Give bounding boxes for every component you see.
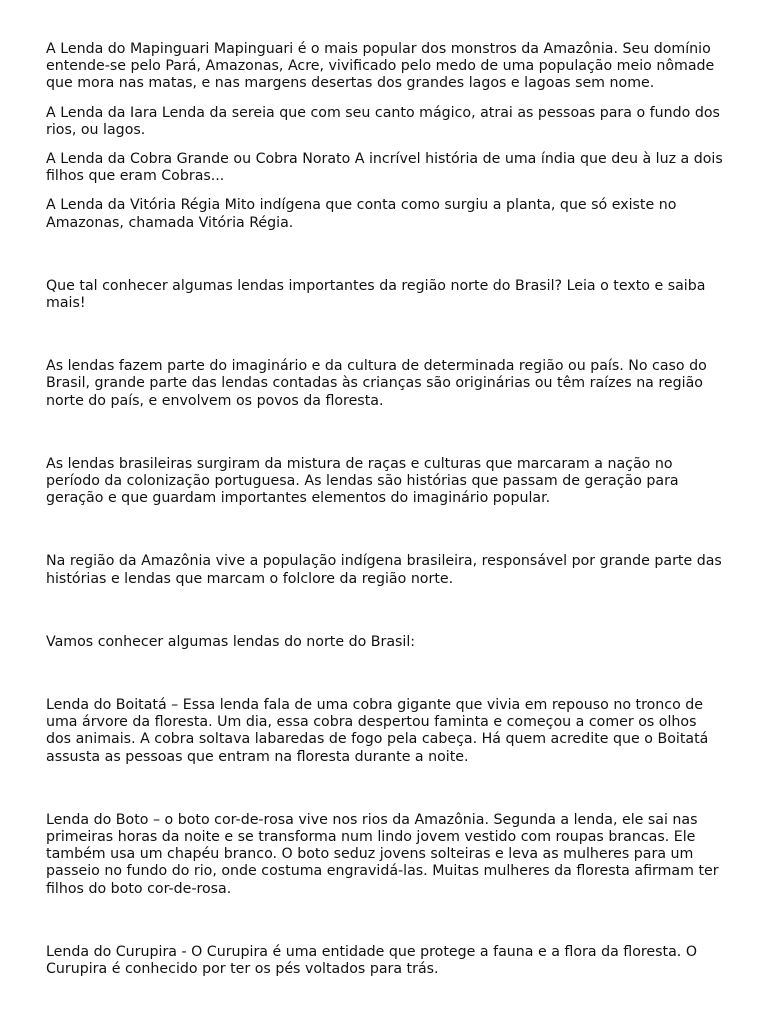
paragraph-vitoria-regia: A Lenda da Vitória Régia Mito indígena que conta como surgiu a planta, que só existe no Amazonas, chamada Vitória Régia. <box>46 197 677 231</box>
paragraph-lendas-imaginario: As lendas fazem parte do imaginário e da cultura de determinada região ou país. No caso do Brasil, grande parte das lendas contadas às crianças são originárias ou têm raízes na região norte do país, e envolvem os povos da floresta. <box>46 358 707 409</box>
paragraph-lenda-boto: Lenda do Boto – o boto cor-de-rosa vive nos rios da Amazônia. Segunda a lenda, ele sai nas primeiras horas da noite e se transforma num lindo jovem vestido com roupas brancas. Ele também usa um chapéu branco. O boto seduz jovens solteiras e leva as mulheres para um passeio no fundo do rio, onde costuma engravidá-las. Muitas mulheres da floresta afirmam ter filhos do boto cor-de-rosa. <box>46 811 719 897</box>
paragraph-iara: A Lenda da Iara Lenda da sereia que com seu canto mágico, atrai as pessoas para o fundo dos rios, ou lagos. <box>46 104 720 138</box>
paragraph-mapinguari: A Lenda do Mapinguari Mapinguari é o mais popular dos monstros da Amazônia. Seu domínio entende-se pelo Pará, Amazonas, Acre, vivificado pelo medo de uma população meio nômade que mora nas matas, e nas margens desertas dos grandes lagos e lagoas sem nome. <box>46 41 715 92</box>
paragraph-regiao-amazonia: Na região da Amazônia vive a população indígena brasileira, responsável por grande parte das histórias e lendas que marcam o folclore da região norte. <box>46 553 722 587</box>
paragraph-lendas-brasileiras: As lendas brasileiras surgiram da mistura de raças e culturas que marcaram a nação no período da colonização portuguesa. As lendas são histórias que passam de geração para geração e que guardam importantes elementos do imaginário popular. <box>46 455 679 507</box>
paragraph-cobra-grande: A Lenda da Cobra Grande ou Cobra Norato A incrível história de uma índia que deu à luz a dois filhos que eram Cobras... <box>46 151 723 185</box>
paragraph-vamos-conhecer: Vamos conhecer algumas lendas do norte do Brasil: <box>46 633 416 650</box>
paragraph-lenda-curupira: Lenda do Curupira - O Curupira é uma entidade que protege a fauna e a flora da floresta. O Curupira é conhecido por ter os pés voltados para trás. <box>46 943 697 978</box>
paragraph-intro-question: Que tal conhecer algumas lendas importantes da região norte do Brasil? Leia o texto e saiba mais! <box>46 277 706 312</box>
paragraph-lenda-boitata: Lenda do Boitatá – Essa lenda fala de uma cobra gigante que vivia em repouso no tronco de uma árvore da floresta. Um dia, essa cobra despertou faminta e começou a comer os olhos dos animais. A cobra soltava labaredas de fogo pela cabeça. Há quem acredite que o Boitatá assusta as pessoas que entram na floresta durante a noite. <box>46 697 709 765</box>
